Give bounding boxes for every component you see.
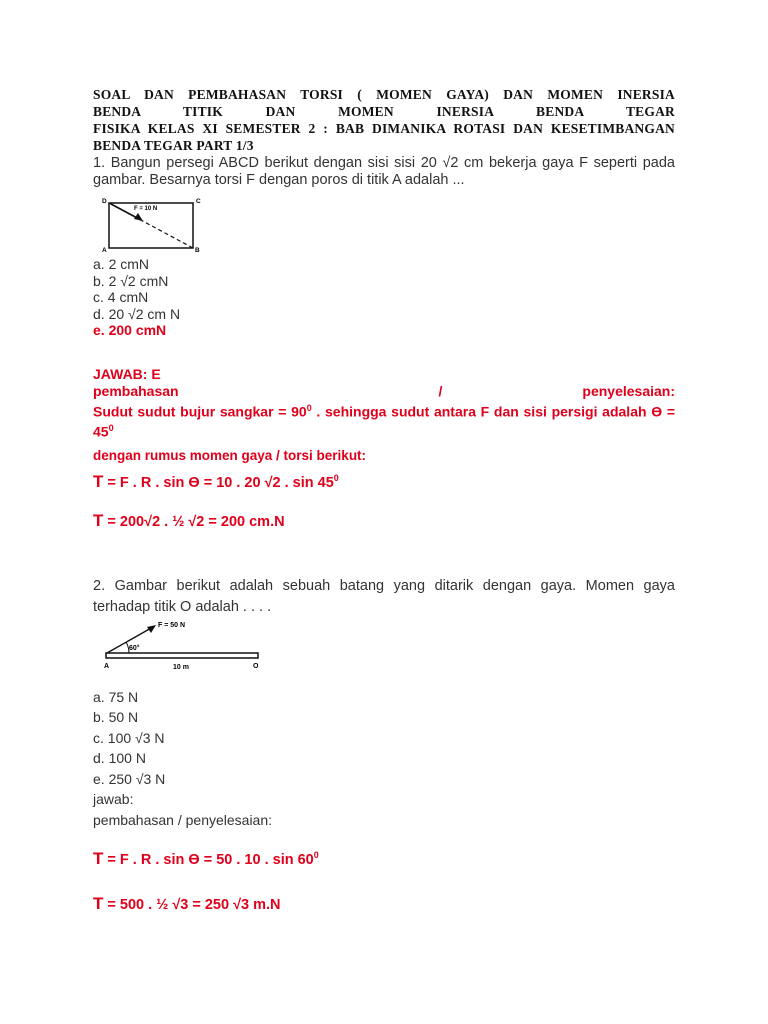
title-line-4: BENDA TEGAR PART 1/3 (93, 138, 254, 153)
penyelesaian-word: penyelesaian: (582, 382, 675, 399)
length-label: 10 m (173, 663, 189, 671)
q2-option-c: c. 100 √3 N (93, 729, 165, 746)
q1-option-a: a. 2 cmN (93, 256, 150, 272)
degree-sup: 0 (306, 402, 312, 413)
formula-text: = 500 . ½ √3 = 250 √3 m.N (103, 897, 281, 914)
torque-symbol: T (93, 510, 104, 530)
formula-text: = F . R . sin Ɵ = 10 . 20 √2 . sin 45 (103, 474, 334, 491)
q2-option-a: a. 75 N (93, 688, 139, 705)
question-1-figure (101, 197, 211, 253)
q2-pembahasan: pembahasan / penyelesaian: (93, 811, 273, 828)
question-1-answer (93, 366, 675, 464)
label-o: O (253, 662, 259, 670)
arrowhead-icon (147, 625, 156, 633)
q2-jawab: jawab: (93, 791, 134, 808)
q1-option-c: c. 4 cmN (93, 289, 149, 305)
question-1-options (93, 256, 675, 339)
formula-text: = 200√2 . ½ √2 = 200 cm.N (103, 513, 285, 530)
q1-explanation (93, 400, 675, 441)
explain-part-1: Sudut sudut bujur sangkar = 90 (93, 403, 307, 420)
q1-pembahasan-line (93, 383, 675, 400)
degree-sup: 0 (108, 423, 114, 434)
q1-option-e-correct: e. 200 cmN (93, 322, 167, 338)
force-label: F = 50 N (158, 621, 186, 629)
pembahasan-slash: / (438, 382, 443, 399)
document-title (93, 86, 675, 154)
q2-option-d: d. 100 N (93, 750, 146, 767)
q1-option-b: b. 2 √2 cmN (93, 272, 169, 289)
explain-part-2: . sehingga sudut antara F dan sisi persigi adalah Ɵ = 45 (93, 403, 675, 440)
pembahasan-word: pembahasan (93, 382, 179, 399)
title-line-2: BENDA TITIK DAN MOMEN INERSIA BENDA TEGAR (93, 104, 675, 119)
q1-rumus: dengan rumus momen gaya / torsi berikut: (93, 447, 367, 463)
torque-symbol: T (93, 849, 104, 869)
q1-answer-label: JAWAB: E (93, 365, 161, 382)
label-a: A (104, 662, 110, 670)
q2-formula-1 (93, 849, 675, 869)
q1-formula-2 (93, 511, 675, 531)
q2-option-b: b. 50 N (93, 709, 139, 726)
question-1-text: 1. Bangun persegi ABCD berikut dengan sisi sisi 20 √2 cm bekerja gaya F seperti pada gambar. Besarnya torsi F dengan poros di titik A adalah ... (93, 155, 675, 188)
title-line-1: SOAL DAN PEMBAHASAN TORSI ( MOMEN GAYA) DAN MOMEN INERSIA (93, 87, 675, 102)
force-label: F = 10 N (134, 206, 158, 212)
torque-symbol: T (93, 894, 104, 914)
label-b: B (195, 247, 200, 253)
q2-option-e: e. 250 √3 N (93, 770, 166, 787)
angle-label: 60° (129, 644, 140, 652)
degree-sup: 0 (313, 850, 319, 861)
torque-symbol: T (93, 471, 104, 491)
q2-formula-2 (93, 894, 675, 914)
question-2-text: 2. Gambar berikut adalah sebuah batang yang ditarik dengan gaya. Momen gaya terhadap titik O adalah . . . . (93, 577, 675, 615)
label-d: D (102, 198, 107, 205)
rod (106, 653, 258, 658)
q1-option-d: d. 20 √2 cm N (93, 305, 181, 322)
title-line-3: FISIKA KELAS XI SEMESTER 2 : BAB DIMANIKA ROTASI DAN KESETIMBANGAN (93, 121, 675, 136)
question-2-figure (101, 619, 276, 677)
arrowhead-icon (134, 213, 143, 221)
degree-sup: 0 (333, 472, 339, 483)
formula-text: = F . R . sin Ɵ = 50 . 10 . sin 60 (103, 852, 314, 869)
question-2-options (93, 687, 675, 831)
label-c: C (196, 198, 201, 205)
document-page (93, 86, 675, 914)
label-a: A (102, 247, 107, 253)
q1-formula-1 (93, 472, 675, 492)
